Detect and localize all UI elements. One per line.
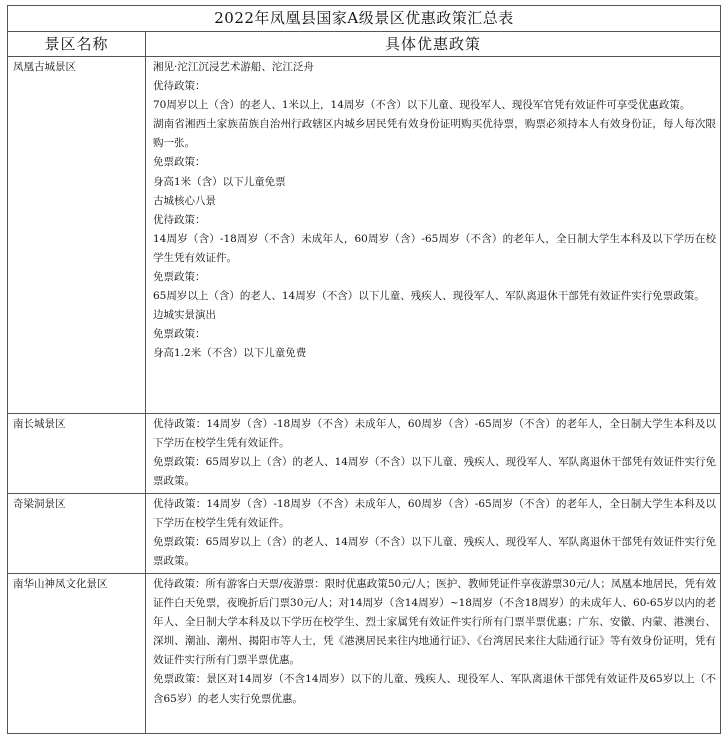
scenic-name: 南长城景区 <box>8 414 146 494</box>
policy-cell <box>146 574 721 734</box>
table-row <box>8 57 721 414</box>
table-title: 2022年凤凰县国家A级景区优惠政策汇总表 <box>8 6 721 32</box>
policy-line: 免票政策： <box>153 156 206 169</box>
policy-line: 湘见·沱江沉浸艺术游船、沱江泛舟 <box>153 61 314 73</box>
table-row <box>8 414 721 494</box>
scenic-name: 南华山神凤文化景区 <box>8 574 146 734</box>
policy-line: 边城实景演出 <box>153 309 216 322</box>
policy-cell <box>146 57 721 414</box>
scenic-name: 奇梁洞景区 <box>8 494 146 574</box>
policy-cell <box>146 494 721 574</box>
policy-line: 65周岁以上（含）的老人、14周岁（不含）以下儿童、残疾人、现役军人、军队离退休干部凭有效证件实行免票政策。 <box>153 290 705 303</box>
policy-line: 身高1.2米（不含）以下儿童免费 <box>153 347 307 360</box>
policy-table-wrapper <box>7 5 720 734</box>
policy-table <box>7 5 721 734</box>
policy-line: 身高1米（含）以下儿童免票 <box>153 175 286 188</box>
policy-line: 免票政策：65周岁以上（含）的老人、14周岁（不含）以下儿童、残疾人、现役军人、军队离退休干部凭有效证件实行免票政策。 <box>153 536 717 568</box>
policy-line: 14周岁（含）-18周岁（不含）未成年人，60周岁（含）-65周岁（不含）的老年人，全日制大学生本科及以下学历在校学生凭有效证件。 <box>153 232 717 264</box>
policy-line: 优待政策：14周岁（含）-18周岁（不含）未成年人，60周岁（含）-65周岁（不含）的老年人，全日制大学生本科及以下学历在校学生凭有效证件。 <box>153 498 717 530</box>
policy-line: 优待政策： <box>153 213 206 226</box>
header-scenic-name: 景区名称 <box>8 32 146 57</box>
policy-line: 免票政策：景区对14周岁（不含14周岁）以下的儿童、残疾人、现役军人、军队离退休干部凭有效证件及65岁以上（不含65岁）的老人实行免票优惠。 <box>153 673 717 705</box>
policy-line: 优待政策：所有游客白天票/夜游票：限时优惠政策50元/人；医护、教师凭证件享夜游票30元/人；凤凰本地居民，凭有效证件白天免票，夜晚折后门票30元/人；对14周岁（含14周岁）~18周岁（不含18周岁）的未成年人、60-65岁以内的老年人、全日制大学本科及以下学历在校学生、烈士家属凭有效证件实行所有门票半票优惠；广东、安徽、内蒙、港澳台、深圳、潮汕、潮州、揭阳市等人士，凭《港澳居民来往内地通行证》、《台湾居民来往大陆通行证》等有效身份证明，凭有效证件实行所有门票半票优惠。 <box>153 578 717 667</box>
policy-line: 湖南省湘西土家族苗族自治州行政辖区内城乡居民凭有效身份证明购买优待票，购票必须持本人有效身份证，每人每次限购一张。 <box>153 118 717 150</box>
policy-cell <box>146 414 721 494</box>
policy-line: 免票政策： <box>153 328 206 341</box>
policy-line: 优待政策：14周岁（含）-18周岁（不含）未成年人，60周岁（含）-65周岁（不含）的老年人，全日制大学生本科及以下学历在校学生凭有效证件。 <box>153 418 717 450</box>
policy-line: 70周岁以上（含）的老人、1米以上，14周岁（不含）以下儿童、现役军人、现役军官凭有效证件可享受优惠政策。 <box>153 99 691 112</box>
policy-line: 免票政策： <box>153 271 206 284</box>
policy-line: 古城核心八景 <box>153 194 216 207</box>
policy-line: 免票政策：65周岁以上（含）的老人、14周岁（不含）以下儿童、残疾人、现役军人、军队离退休干部凭有效证件实行免票政策。 <box>153 456 717 488</box>
table-row <box>8 574 721 734</box>
table-row <box>8 494 721 574</box>
scenic-name: 凤凰古城景区 <box>8 57 146 414</box>
policy-line: 优待政策： <box>153 80 206 93</box>
header-policy: 具体优惠政策 <box>146 32 721 57</box>
